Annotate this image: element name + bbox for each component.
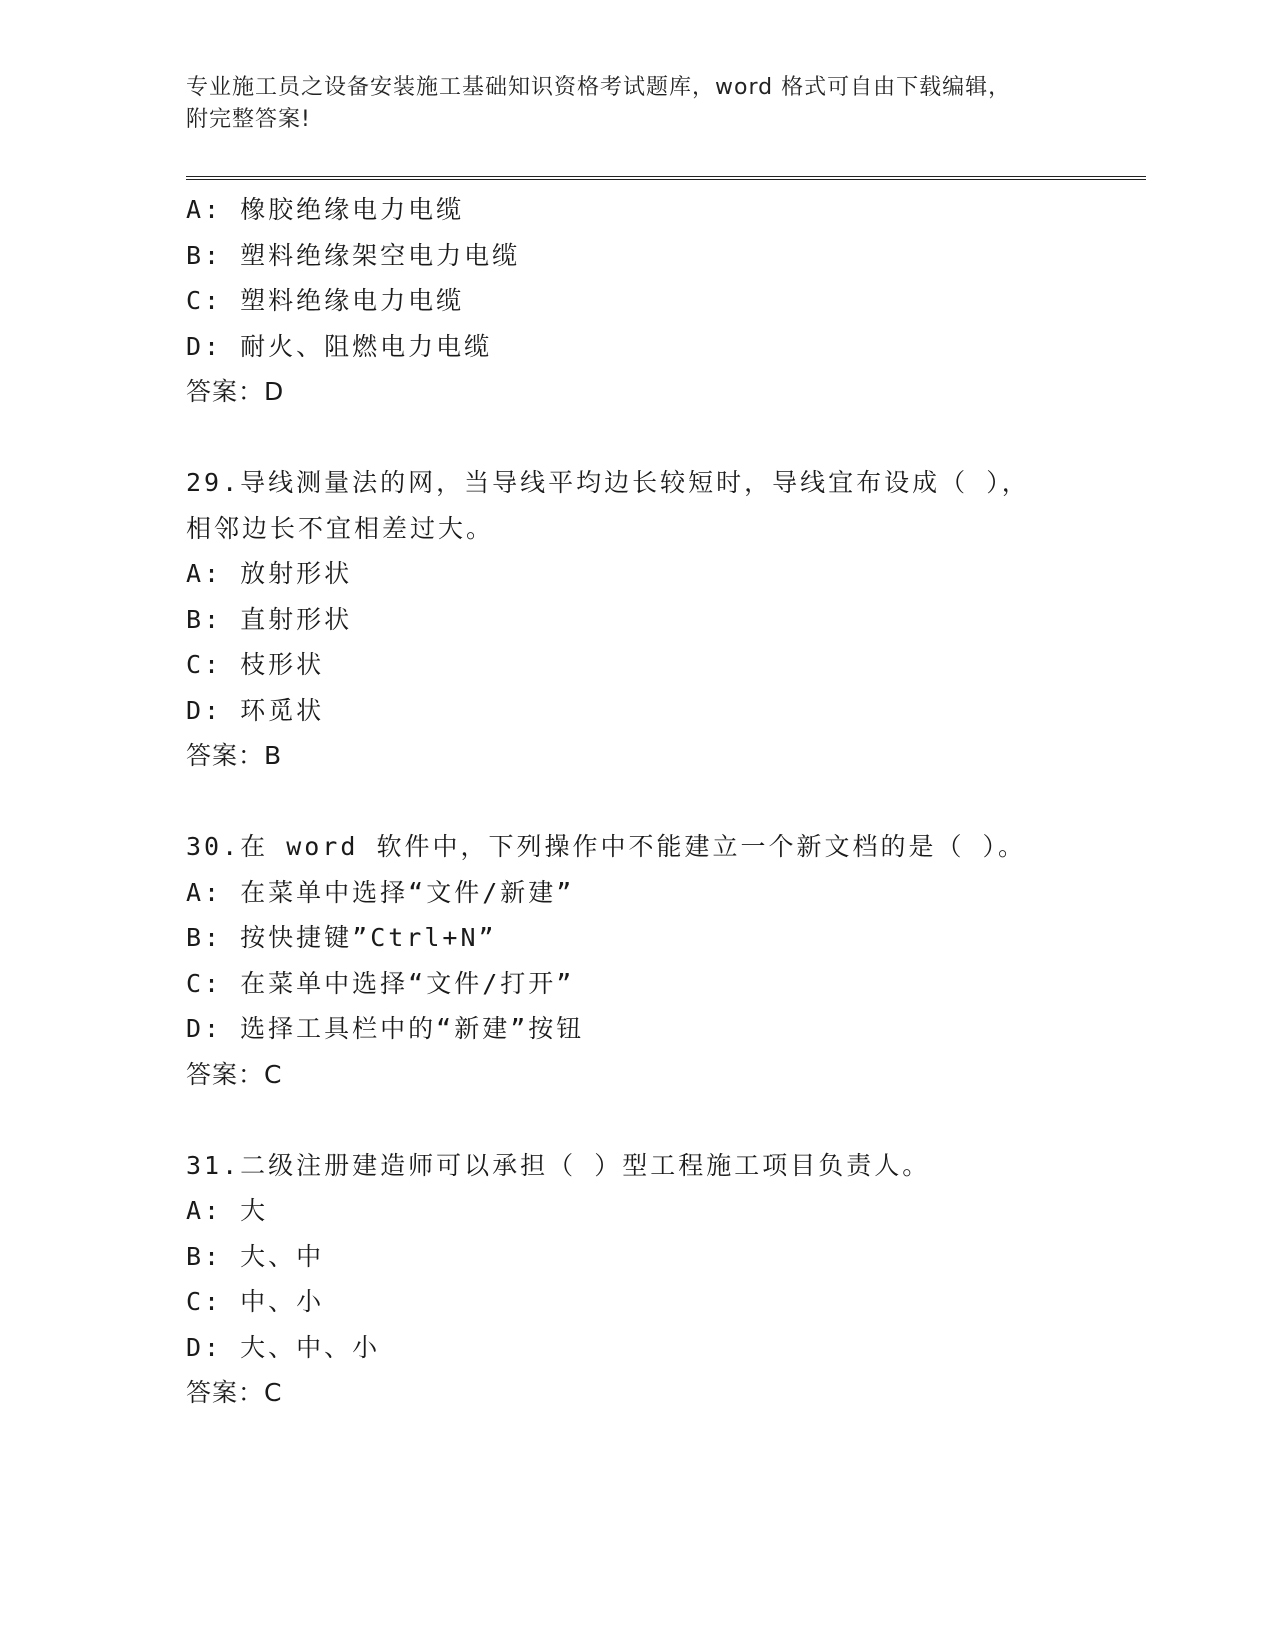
- option-a: A: 放射形状: [186, 559, 353, 588]
- answer: 答案：B: [186, 741, 283, 770]
- question-30: [186, 824, 1146, 1097]
- option-a: A: 在菜单中选择“文件/新建”: [186, 877, 575, 907]
- header-line-2: 附完整答案!: [186, 107, 311, 132]
- question-text: 31.二级注册建造师可以承担（ ）型工程施工项目负责人。: [186, 1150, 931, 1180]
- question-text-line-1: 29.导线测量法的网，当导线平均边长较短时，导线宜布设成（ ），: [186, 468, 1030, 497]
- option-b: B: 塑料绝缘架空电力电缆: [186, 240, 521, 270]
- option-c: C: 塑料绝缘电力电缆: [186, 286, 465, 315]
- answer: 答案：C: [186, 1059, 283, 1089]
- option-c: C: 在菜单中选择“文件/打开”: [186, 968, 575, 998]
- option-c: C: 中、小: [186, 1287, 325, 1316]
- answer: 答案：D: [186, 377, 285, 406]
- option-d: D: 选择工具栏中的“新建”按钮: [186, 1014, 585, 1043]
- answer: 答案：C: [186, 1378, 283, 1407]
- header-divider: [186, 176, 1146, 180]
- option-b: B: 直射形状: [186, 604, 353, 634]
- question-29: [186, 460, 1146, 779]
- question-28: [186, 187, 1146, 415]
- spacer: [186, 1097, 1146, 1143]
- question-31: [186, 1143, 1146, 1416]
- spacer: [186, 779, 1146, 825]
- option-a: A: 橡胶绝缘电力电缆: [186, 195, 465, 224]
- question-list: [186, 187, 1146, 1416]
- question-text-line-2: 相邻边长不宜相差过大。: [186, 513, 495, 543]
- document-header: [186, 72, 1066, 136]
- option-d: D: 大、中、小: [186, 1332, 381, 1362]
- option-b: B: 大、中: [186, 1241, 325, 1271]
- spacer: [186, 415, 1146, 461]
- option-a: A: 大: [186, 1196, 269, 1225]
- question-text: 30.在 word 软件中，下列操作中不能建立一个新文档的是（ ）。: [186, 832, 1027, 861]
- option-b: B: 按快捷键”Ctrl+N”: [186, 923, 497, 952]
- header-line-1: 专业施工员之设备安装施工基础知识资格考试题库，word 格式可自由下载编辑，: [186, 75, 1012, 100]
- option-d: D: 环觅状: [186, 695, 325, 725]
- option-c: C: 枝形状: [186, 650, 325, 679]
- option-d: D: 耐火、阻燃电力电缆: [186, 331, 493, 361]
